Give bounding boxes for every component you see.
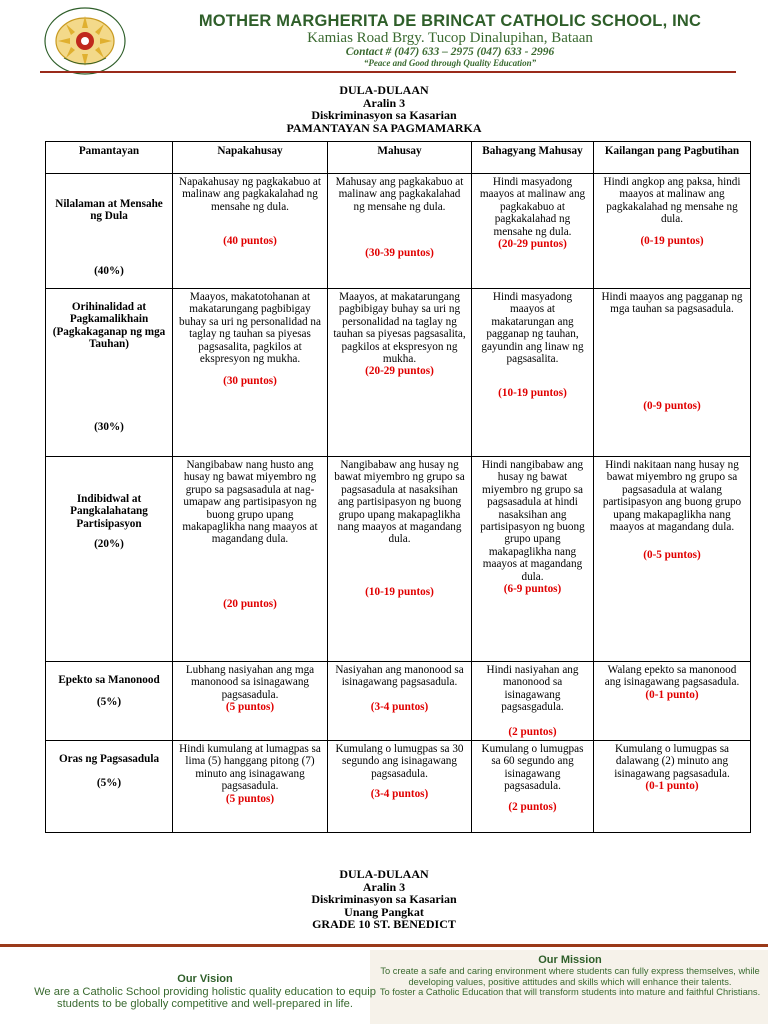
rubric-cell <box>173 741 328 833</box>
cell-points: (0-5 puntos) <box>643 549 701 562</box>
rubric-cell <box>173 289 328 457</box>
vision-text: We are a Catholic School providing holistic quality education to equip students to be globally competitive and well-prepared in life. <box>34 986 376 1010</box>
rubric-cell <box>328 289 472 457</box>
rubric-title-block <box>0 84 768 134</box>
header-mahusay: Mahusay <box>328 142 472 174</box>
title-line-3: Diskriminasyon sa Kasarian <box>311 108 457 122</box>
group-title-line-1: DULA-DULAAN <box>339 867 429 881</box>
rubric-cell <box>594 662 751 741</box>
criterion-cell <box>46 457 173 662</box>
vision-title: Our Vision <box>177 973 233 985</box>
cell-points: (0-9 puntos) <box>643 399 701 412</box>
mission-text-1: To create a safe and caring environment where students can fully express themselves, while developing values, positive attitudes and skills which will enhance their talents. <box>380 966 760 987</box>
rubric-cell <box>472 662 594 741</box>
criterion-weight: (5%) <box>96 696 122 709</box>
footer-divider <box>0 944 768 947</box>
cell-text: Nasiyahan ang manonood sa isinagawang pagsasadula. <box>335 664 464 689</box>
cell-text: Kumulang o lumugpas sa 30 segundo ang isinagawang pagsasadula. <box>335 743 464 780</box>
cell-text: Kumulang o lumugpas sa dalawang (2) minuto ang isinagawang pagsasadula. <box>614 743 730 780</box>
criterion-name: Nilalaman at Mensahe ng Dula <box>55 198 163 223</box>
cell-text: Hindi kumulang at lumagpas sa lima (5) hanggang pitong (7) minuto ang isinagawang pagsasadula. <box>179 743 321 793</box>
table-row <box>46 662 751 741</box>
rubric-cell <box>328 662 472 741</box>
rubric-table <box>45 141 751 833</box>
school-seal-icon <box>42 6 128 76</box>
cell-points: (0-1 punto) <box>645 688 699 701</box>
cell-points: (10-19 puntos) <box>365 585 434 598</box>
cell-points: (30 puntos) <box>223 375 277 388</box>
header-napakahusay: Napakahusay <box>173 142 328 174</box>
cell-text: Hindi maayos ang pagganap ng mga tauhan sa pagsasadula. <box>601 291 743 316</box>
header-pamantayan: Pamantayan <box>46 142 173 174</box>
criterion-name: Orihinalidad at Pagkamalikhain (Pagkakaganap ng mga Tauhan) <box>52 301 166 351</box>
cell-points: (30-39 puntos) <box>365 247 434 260</box>
header-divider <box>40 71 736 73</box>
criterion-name: Epekto sa Manonood <box>58 674 160 686</box>
title-line-2: Aralin 3 <box>362 95 406 110</box>
rubric-cell <box>472 457 594 662</box>
criterion-cell <box>46 174 173 289</box>
criterion-name: Indibidwal at Pangkalahatang Partisipasyon <box>70 493 148 530</box>
group-title-line-5: GRADE 10 ST. BENEDICT <box>312 917 456 931</box>
cell-points: (2 puntos) <box>508 725 557 738</box>
criterion-weight: (20%) <box>94 538 124 551</box>
criterion-weight: (40%) <box>94 264 124 277</box>
cell-points: (3-4 puntos) <box>370 788 429 801</box>
rubric-cell <box>328 457 472 662</box>
rubric-cell <box>328 174 472 289</box>
criterion-cell <box>46 662 173 741</box>
rubric-cell <box>594 289 751 457</box>
cell-points: (5 puntos) <box>225 701 275 714</box>
rubric-cell <box>472 741 594 833</box>
header-kailangan-pang-pagbutihan: Kailangan pang Pagbutihan <box>594 142 751 174</box>
cell-points: (0-1 punto) <box>645 780 699 793</box>
school-name: MOTHER MARGHERITA DE BRINCAT CATHOLIC SCHOOL, INC <box>198 12 702 30</box>
mission-text <box>378 966 762 998</box>
cell-points: (5 puntos) <box>225 792 275 805</box>
cell-text: Hindi nakitaan nang husay ng bawat miyembro ng grupo sa pagsasadula at walang partisipasyon ang buong grupo upang makapaglikha nang maayos at magandang dula. <box>602 459 742 534</box>
criterion-weight: (30%) <box>94 420 124 433</box>
cell-text: Nangibabaw ang husay ng bawat miyembro ng grupo sa pagsasadula at nasaksihan ang partisipasyon ng buong grupo upang makapaglikha nang maayos at magandang dula. <box>334 459 465 546</box>
cell-text: Walang epekto sa manonood ang isinagawang pagsasadula. <box>604 664 740 689</box>
cell-text: Maayos, makatotohanan at makatarungang pagbibigay buhay sa uri ng personalidad na taglay ng tauhan sa piyesas pagsasalita, pagkilos at ekspresyon ng mukha. <box>179 291 321 366</box>
header-bahagyang-mahusay: Bahagyang Mahusay <box>472 142 594 174</box>
table-row <box>46 741 751 833</box>
cell-points: (10-19 puntos) <box>498 387 567 400</box>
cell-points: (2 puntos) <box>508 800 557 813</box>
title-line-4: PAMANTAYAN SA PAGMAMARKA <box>286 120 482 135</box>
mission-title: Our Mission <box>538 954 602 966</box>
cell-points: (3-4 puntos) <box>370 700 429 713</box>
cell-text: Napakahusay ng pagkakabuo at malinaw ang pagkakalahad ng mensahe ng dula. <box>179 176 321 213</box>
mission-text-2: To foster a Catholic Education that will transform students into mature and faithful Christians. <box>379 987 761 997</box>
cell-points: (40 puntos) <box>223 235 277 248</box>
group-title-line-4: Unang Pangkat <box>344 904 424 919</box>
group-title-block <box>0 868 768 931</box>
criterion-cell <box>46 289 173 457</box>
cell-text: Mahusay ang pagkakabuo at malinaw ang pagkakalahad ng mensahe ng dula. <box>335 176 464 213</box>
cell-text: Hindi nangibabaw ang husay ng bawat miyembro ng grupo sa pagsasadula at hindi nasaksihan ang partisipasyon ng buong grupo upang makapaglikha nang maayos at magandang dula. <box>480 459 585 583</box>
criterion-name: Oras ng Pagsasadula <box>58 753 160 766</box>
school-contact: Contact # (047) 633 – 2975 (047) 633 - 2996 <box>345 46 555 58</box>
title-line-1: DULA-DULAAN <box>339 83 429 97</box>
cell-text: Hindi masyadong maayos at malinaw ang pagkakabuo at pagkakalahad ng mensahe ng dula. <box>479 176 586 238</box>
cell-text: Nangibabaw nang husto ang husay ng bawat miyembro ng grupo sa pagsasadula at nag-umapaw ang partisipasyon ng buong grupo upang makapaglikha nang maayos at magandang dula. <box>182 459 318 546</box>
cell-points: (20-29 puntos) <box>365 365 434 378</box>
table-row <box>46 457 751 662</box>
group-title-line-2: Aralin 3 <box>362 879 406 894</box>
rubric-cell <box>173 174 328 289</box>
table-row <box>46 289 751 457</box>
letterhead <box>0 0 768 80</box>
criterion-cell <box>46 741 173 833</box>
rubric-cell <box>173 457 328 662</box>
cell-text: Hindi masyadong maayos at makatarungan ang pagganap ng tauhan, gayundin ang linaw ng pagsasalita. <box>481 291 584 366</box>
cell-points: (6-9 puntos) <box>503 583 562 596</box>
table-row <box>46 174 751 289</box>
cell-points: (20 puntos) <box>223 597 277 610</box>
rubric-cell <box>472 289 594 457</box>
rubric-cell <box>594 174 751 289</box>
rubric-cell <box>594 457 751 662</box>
rubric-cell <box>328 741 472 833</box>
cell-points: (20-29 puntos) <box>498 238 567 251</box>
rubric-cell <box>173 662 328 741</box>
group-title-line-3: Diskriminasyon sa Kasarian <box>311 892 457 906</box>
rubric-cell <box>594 741 751 833</box>
criterion-weight: (5%) <box>96 777 122 790</box>
cell-text: Maayos, at makatarungang pagbibigay buhay sa uri ng personalidad na taglay ng tauhan sa piyesas pagsasalita, pagkilos at ekspresyon ng mukha. <box>333 291 466 366</box>
cell-text: Hindi angkop ang paksa, hindi maayos at malinaw ang pagkakalahad ng mensahe ng dula. <box>603 176 741 226</box>
cell-text: Kumulang o lumugpas sa 60 segundo ang isinagawang pagsasadula. <box>481 743 584 793</box>
school-motto: “Peace and Good through Quality Education” <box>363 58 537 68</box>
cell-text: Hindi nasiyahan ang manonood sa isinagawang pagsasgadula. <box>486 664 579 714</box>
cell-text: Lubhang nasiyahan ang mga manonood sa isinagawang pagsasadula. <box>185 664 315 701</box>
table-header-row <box>46 142 751 174</box>
cell-points: (0-19 puntos) <box>640 234 704 247</box>
rubric-cell <box>472 174 594 289</box>
school-address: Kamias Road Brgy. Tucop Dinalupihan, Bataan <box>307 30 593 46</box>
